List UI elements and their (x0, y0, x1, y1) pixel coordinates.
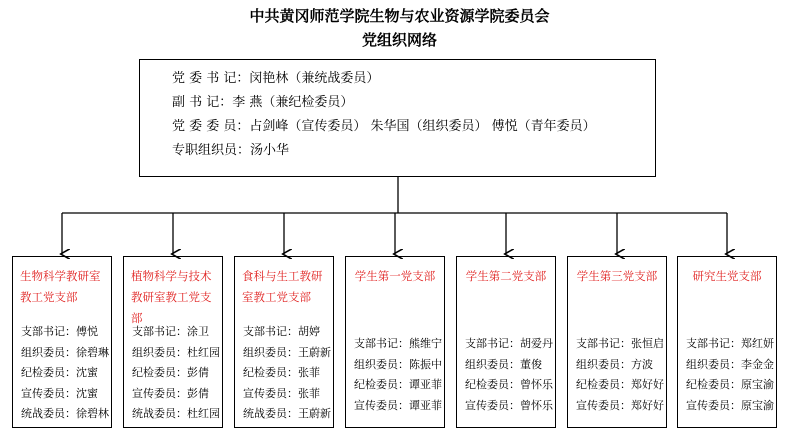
member-name: 徐碧林 (76, 407, 109, 420)
member-role: 支部书记： (576, 337, 631, 350)
member-row (243, 404, 331, 425)
member-row (465, 334, 553, 355)
member-row (686, 396, 774, 417)
member-name: 杜红园 (187, 345, 220, 359)
member-name: 胡爱丹 (520, 337, 553, 350)
branch-name: 学生第二党支部 (465, 269, 547, 283)
member-name: 彭倩 (187, 366, 209, 379)
branch-box (456, 256, 556, 428)
member-row (465, 396, 553, 417)
member-name: 张恒启 (631, 337, 664, 350)
member-role: 纪检委员： (576, 378, 631, 391)
member-name: 杜红园 (187, 407, 220, 420)
member-row (132, 343, 220, 364)
branch-members (21, 322, 109, 425)
branch-members (465, 334, 553, 416)
member-role: 统战委员： (132, 407, 187, 420)
member-role: 宣传委员： (132, 386, 187, 400)
member-name: 董俊 (520, 357, 542, 371)
member-name: 郑好好 (631, 398, 664, 412)
branch-box (123, 256, 223, 428)
branch-box (12, 256, 112, 428)
member-row (132, 404, 220, 425)
member-name: 陈振中 (409, 357, 442, 371)
member-row (576, 396, 664, 417)
member-name: 郑好好 (631, 378, 664, 391)
committee-member: 占剑峰（宣传委员） 朱华国（组织委员） 傅悦（青年委员） (249, 119, 596, 134)
branch-name: 研究生党支部 (692, 269, 762, 283)
member-name: 曾怀乐 (520, 378, 553, 391)
member-name: 曾怀乐 (520, 398, 553, 412)
chart-subtitle: 党组织网络 (361, 31, 437, 49)
member-row (243, 343, 331, 364)
member-name: 张菲 (298, 386, 320, 400)
member-role: 组织委员： (21, 345, 76, 359)
member-row (243, 363, 331, 384)
branch-name: 学生第三党支部 (576, 269, 658, 283)
member-name: 原宝渝 (741, 378, 774, 391)
member-name: 李金金 (741, 357, 774, 371)
member-role: 组织委员： (465, 357, 520, 371)
chart-title: 中共黄冈师范学院生物与农业资源学院委员会 (249, 7, 550, 25)
member-role: 组织委员： (354, 357, 409, 371)
member-role: 支部书记： (243, 325, 298, 338)
member-name: 谭亚菲 (409, 398, 442, 412)
committee-role-label: 专职组织员： (172, 143, 251, 158)
member-role: 宣传委员： (686, 398, 741, 412)
branch-members (576, 334, 664, 416)
member-row (686, 375, 774, 396)
committee-role-label: 党 委 书 记： (172, 71, 250, 86)
member-name: 原宝渝 (741, 398, 774, 412)
member-role: 纪检委员： (354, 378, 409, 391)
branch-name: 植物科学与技术教研室教工党支部 (131, 269, 212, 325)
member-row (21, 384, 109, 405)
member-row (21, 322, 109, 343)
member-role: 组织委员： (576, 357, 631, 371)
member-row (21, 363, 109, 384)
committee-member: 汤小华 (250, 143, 290, 158)
member-role: 纪检委员： (465, 378, 520, 391)
member-row (354, 375, 442, 396)
member-row (243, 322, 331, 343)
branch-name: 食科与生工教研室教工党支部 (242, 269, 323, 304)
member-role: 统战委员： (21, 407, 76, 420)
member-role: 纪检委员： (132, 366, 187, 379)
member-row (465, 375, 553, 396)
member-row (132, 363, 220, 384)
member-name: 傅悦 (76, 325, 98, 338)
member-role: 纪检委员： (686, 378, 741, 391)
member-row (132, 322, 220, 343)
member-row (465, 355, 553, 376)
member-role: 宣传委员： (243, 386, 298, 400)
branch-members (243, 322, 331, 425)
member-row (686, 334, 774, 355)
member-row (576, 375, 664, 396)
member-role: 支部书记： (132, 325, 187, 338)
member-name: 王蔚新 (298, 407, 331, 420)
member-row (576, 334, 664, 355)
member-name: 徐碧琳 (76, 345, 109, 359)
member-role: 支部书记： (354, 337, 409, 350)
member-role: 纪检委员： (21, 366, 76, 379)
member-name: 熊维宁 (409, 337, 442, 350)
member-role: 组织委员： (243, 345, 298, 359)
member-role: 纪检委员： (243, 366, 298, 379)
member-name: 胡婷 (298, 325, 320, 338)
member-role: 宣传委员： (465, 398, 520, 412)
branch-box (567, 256, 667, 428)
member-name: 沈蜜 (76, 366, 98, 379)
branch-box (345, 256, 445, 428)
member-row (354, 396, 442, 417)
member-name: 王蔚新 (298, 345, 331, 359)
member-row (132, 384, 220, 405)
member-role: 组织委员： (686, 357, 741, 371)
member-name: 谭亚菲 (409, 378, 442, 391)
committee-role-label: 副 书 记： (172, 95, 233, 110)
member-row (354, 355, 442, 376)
branch-name: 学生第一党支部 (354, 269, 436, 283)
member-row (21, 404, 109, 425)
member-name: 沈蜜 (76, 386, 98, 400)
branch-members (132, 322, 220, 425)
member-role: 支部书记： (686, 337, 741, 350)
member-role: 支部书记： (465, 337, 520, 350)
member-row (21, 343, 109, 364)
member-row (686, 355, 774, 376)
member-role: 宣传委员： (21, 386, 76, 400)
branch-box (234, 256, 334, 428)
member-role: 统战委员： (243, 407, 298, 420)
committee-member: 李 燕（兼纪检委员） (232, 95, 354, 110)
member-name: 张菲 (298, 366, 320, 379)
member-name: 方波 (631, 357, 653, 371)
member-role: 宣传委员： (354, 398, 409, 412)
member-role: 支部书记： (21, 325, 76, 338)
member-row (243, 384, 331, 405)
member-name: 郑红妍 (741, 337, 774, 350)
member-role: 组织委员： (132, 345, 187, 359)
member-name: 涂卫 (187, 325, 209, 338)
branch-name: 生物科学教研室教工党支部 (20, 269, 101, 304)
committee-role-label: 党 委 委 员： (172, 119, 250, 134)
committee-member: 闵艳林（兼统战委员） (249, 71, 380, 86)
branch-members (686, 334, 774, 416)
member-row (576, 355, 664, 376)
member-name: 彭倩 (187, 386, 209, 400)
branch-box (677, 256, 777, 428)
member-row (354, 334, 442, 355)
branch-members (354, 334, 442, 416)
member-role: 宣传委员： (576, 398, 631, 412)
